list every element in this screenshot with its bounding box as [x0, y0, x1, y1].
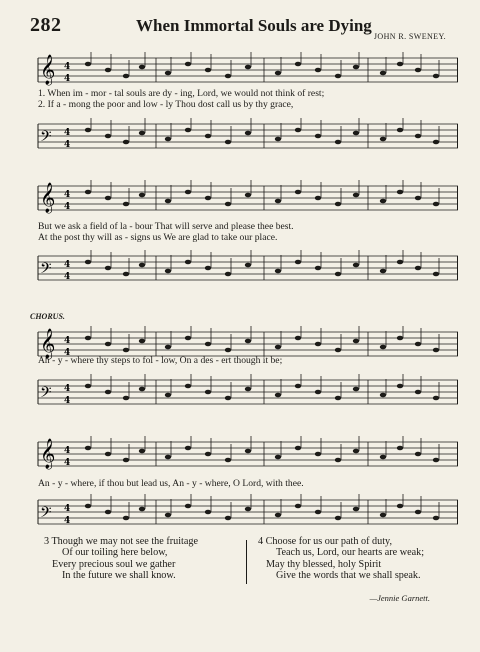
time-signature: 4 — [64, 503, 71, 514]
note — [380, 513, 386, 518]
treble-staff — [30, 180, 458, 224]
note — [205, 196, 211, 201]
note — [225, 348, 231, 353]
bass-staff — [30, 374, 458, 414]
note — [105, 342, 111, 347]
bass-clef-icon: 𝄢 — [40, 127, 52, 149]
note — [245, 387, 251, 392]
note — [185, 446, 191, 451]
note — [185, 384, 191, 389]
note — [123, 516, 129, 521]
note — [185, 62, 191, 67]
note — [85, 336, 91, 341]
note — [205, 134, 211, 139]
note — [275, 269, 281, 274]
note — [380, 269, 386, 274]
note — [353, 263, 359, 268]
note — [397, 446, 403, 451]
note — [433, 396, 439, 401]
note — [415, 342, 421, 347]
note — [415, 390, 421, 395]
note — [315, 266, 321, 271]
time-signature: 4 — [64, 127, 71, 138]
note — [315, 510, 321, 515]
note — [185, 128, 191, 133]
note — [123, 348, 129, 353]
note — [295, 446, 301, 451]
treble-staff — [30, 436, 458, 478]
time-signature: 4 — [64, 139, 71, 150]
treble-clef-icon: 𝄞 — [40, 328, 56, 359]
composer-credit: JOHN R. SWENEY. — [373, 32, 446, 41]
note — [353, 387, 359, 392]
note — [335, 458, 341, 463]
verse-line: 4 Choose for us our path of duty, — [258, 536, 393, 547]
note — [415, 452, 421, 457]
note — [225, 458, 231, 463]
note — [315, 134, 321, 139]
note — [275, 345, 281, 350]
verse-line: Every precious soul we gather — [52, 558, 176, 570]
verse-line: Teach us, Lord, our hearts are weak; — [276, 547, 425, 559]
note — [397, 190, 403, 195]
note — [380, 345, 386, 350]
note — [85, 260, 91, 265]
note — [397, 62, 403, 67]
note — [205, 510, 211, 515]
verse-3 — [44, 536, 198, 582]
chorus-lyrics: An - y - where, if thou but lead us, An - y - where, O Lord, with thee. — [38, 478, 304, 489]
note — [105, 196, 111, 201]
note — [380, 393, 386, 398]
note — [123, 140, 129, 145]
note — [205, 452, 211, 457]
note — [353, 507, 359, 512]
note — [85, 504, 91, 509]
time-signature: 4 — [64, 73, 71, 84]
note — [245, 263, 251, 268]
note — [335, 202, 341, 207]
note — [415, 68, 421, 73]
note — [397, 384, 403, 389]
note — [123, 458, 129, 463]
treble-clef-icon: 𝄞 — [40, 54, 56, 85]
hymn-title: When Immortal Souls are Dying — [136, 16, 372, 35]
note — [433, 140, 439, 145]
note — [335, 140, 341, 145]
time-signature: 4 — [64, 189, 71, 200]
note — [165, 199, 171, 204]
note — [105, 452, 111, 457]
bass-clef-icon: 𝄢 — [40, 503, 52, 525]
note — [433, 272, 439, 277]
note — [295, 384, 301, 389]
note — [139, 507, 145, 512]
time-signature: 4 — [64, 395, 71, 406]
time-signature: 4 — [64, 347, 71, 358]
verse-line: Of our toiling here below, — [62, 547, 168, 559]
note — [85, 190, 91, 195]
music-system-1 — [30, 48, 458, 168]
verse-2-lyrics: At the post thy will as - signs us We are glad to take our place. — [38, 232, 278, 243]
note — [275, 513, 281, 518]
note — [245, 507, 251, 512]
note — [335, 396, 341, 401]
note — [105, 390, 111, 395]
note — [245, 193, 251, 198]
note — [105, 68, 111, 73]
chorus-lyrics: An - y - where thy steps to fol - low, On a des - ert though it be; — [38, 355, 283, 366]
note — [353, 449, 359, 454]
music-system-3 — [30, 322, 458, 412]
verse-divider — [246, 540, 247, 584]
note — [139, 131, 145, 136]
note — [353, 131, 359, 136]
note — [275, 71, 281, 76]
note — [225, 516, 231, 521]
lyricist-credit: —Jennie Garnett. — [369, 593, 430, 603]
note — [139, 387, 145, 392]
note — [295, 504, 301, 509]
note — [433, 348, 439, 353]
note — [315, 390, 321, 395]
note — [275, 455, 281, 460]
verse-line: Give the words that we shall speak. — [276, 570, 421, 582]
note — [185, 260, 191, 265]
bass-clef-icon: 𝄢 — [40, 383, 52, 405]
note — [165, 455, 171, 460]
bass-staff — [30, 118, 458, 166]
note — [123, 202, 129, 207]
note — [85, 62, 91, 67]
note — [245, 65, 251, 70]
note — [139, 339, 145, 344]
bass-staff — [30, 250, 458, 292]
note — [433, 74, 439, 79]
note — [225, 140, 231, 145]
verse-line: May thy blessed, holy Spirit — [266, 558, 382, 570]
note — [139, 449, 145, 454]
note — [397, 504, 403, 509]
note — [295, 190, 301, 195]
note — [245, 449, 251, 454]
note — [105, 266, 111, 271]
hymn-number: 282 — [30, 14, 62, 36]
note — [165, 393, 171, 398]
note — [85, 128, 91, 133]
note — [139, 65, 145, 70]
note — [415, 510, 421, 515]
note — [225, 202, 231, 207]
time-signature: 4 — [64, 271, 71, 282]
time-signature: 4 — [64, 335, 71, 346]
verse-2-lyrics: 2. If a - mong the poor and low - ly Thou dost call us by thy grace, — [38, 99, 294, 110]
music-system-2 — [30, 176, 458, 292]
note — [225, 396, 231, 401]
time-signature: 4 — [64, 457, 71, 468]
note — [139, 263, 145, 268]
note — [105, 134, 111, 139]
note — [295, 62, 301, 67]
treble-clef-icon: 𝄞 — [40, 438, 56, 469]
note — [397, 128, 403, 133]
note — [275, 393, 281, 398]
note — [353, 193, 359, 198]
verse-1-lyrics: But we ask a field of la - bour That will serve and please thee best. — [38, 221, 294, 232]
note — [123, 272, 129, 277]
note — [315, 68, 321, 73]
note — [335, 272, 341, 277]
time-signature: 4 — [64, 201, 71, 212]
note — [335, 74, 341, 79]
note — [397, 336, 403, 341]
note — [165, 513, 171, 518]
bass-clef-icon: 𝄢 — [40, 259, 52, 281]
note — [245, 131, 251, 136]
note — [165, 269, 171, 274]
note — [295, 128, 301, 133]
note — [295, 260, 301, 265]
note — [380, 455, 386, 460]
time-signature: 4 — [64, 515, 71, 526]
time-signature: 4 — [64, 259, 71, 270]
note — [225, 74, 231, 79]
note — [205, 390, 211, 395]
note — [415, 134, 421, 139]
verse-line: In the future we shall know. — [62, 570, 176, 582]
chorus-label: CHORUS. — [30, 312, 65, 321]
note — [335, 348, 341, 353]
note — [165, 71, 171, 76]
note — [397, 260, 403, 265]
treble-clef-icon: 𝄞 — [40, 182, 56, 213]
note — [165, 137, 171, 142]
note — [415, 266, 421, 271]
note — [315, 452, 321, 457]
music-system-4 — [30, 432, 458, 528]
time-signature: 4 — [64, 383, 71, 394]
note — [380, 199, 386, 204]
note — [380, 71, 386, 76]
note — [205, 266, 211, 271]
verse-line: 3 Though we may not see the fruitage — [44, 536, 198, 547]
time-signature: 4 — [64, 61, 71, 72]
note — [315, 196, 321, 201]
note — [275, 199, 281, 204]
note — [275, 137, 281, 142]
verse-4 — [258, 536, 424, 582]
note — [295, 336, 301, 341]
note — [225, 272, 231, 277]
note — [123, 74, 129, 79]
note — [245, 339, 251, 344]
note — [353, 65, 359, 70]
verse-1-lyrics: 1. When im - mor - tal souls are dy - ing, Lord, we would not think of rest; — [38, 88, 325, 99]
note — [415, 196, 421, 201]
note — [185, 504, 191, 509]
note — [85, 384, 91, 389]
note — [335, 516, 341, 521]
note — [185, 336, 191, 341]
note — [165, 345, 171, 350]
note — [123, 396, 129, 401]
note — [205, 68, 211, 73]
note — [433, 458, 439, 463]
note — [139, 193, 145, 198]
note — [353, 339, 359, 344]
bass-staff — [30, 494, 458, 532]
note — [433, 202, 439, 207]
note — [185, 190, 191, 195]
note — [105, 510, 111, 515]
note — [315, 342, 321, 347]
note — [205, 342, 211, 347]
note — [85, 446, 91, 451]
note — [380, 137, 386, 142]
time-signature: 4 — [64, 445, 71, 456]
note — [433, 516, 439, 521]
